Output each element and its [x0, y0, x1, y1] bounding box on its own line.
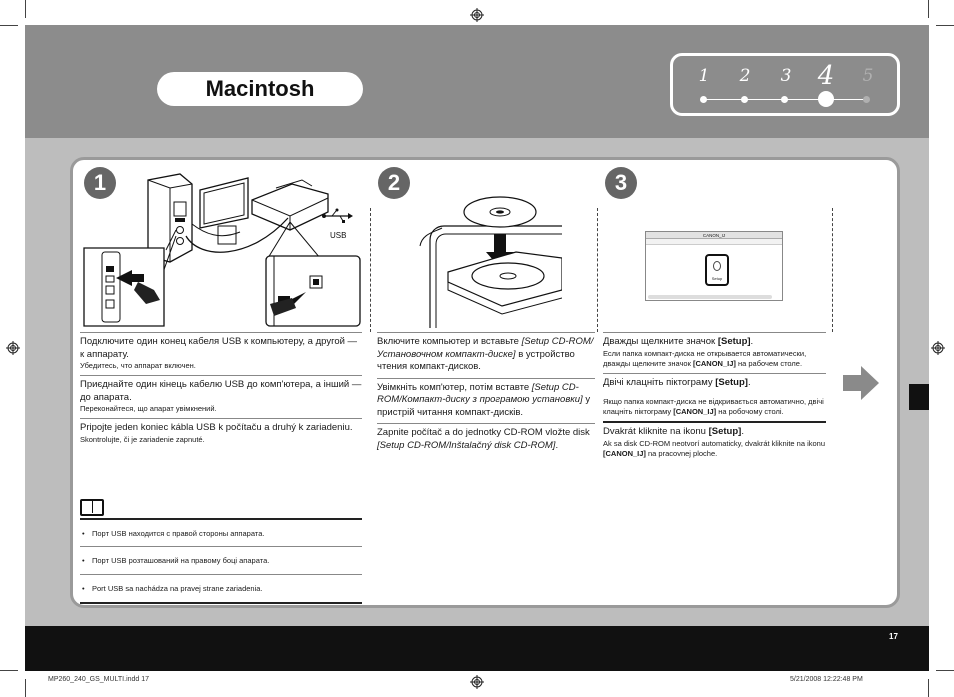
- step-1-ru-main: Подключите один конец кабеля USB к компьютеру, а другой — к аппарату.: [80, 336, 358, 360]
- setup-cdrom-sk: [Setup CD-ROM/Inštalačný disk CD-ROM]: [377, 439, 556, 451]
- step-2-sk: Zapnite počítač a do jednotky CD-ROM vložte disk [Setup CD-ROM/Inštalačný disk CD-ROM].: [377, 423, 595, 456]
- step-3-ru: Дважды щелкните значок [Setup]. Если папка компакт-диска не открывается автоматически, дважды щелкните значок [CANON_IJ] на рабочем столе.: [603, 332, 826, 373]
- crop-mark: [936, 670, 954, 671]
- step-1-uk-sub: Переконайтеся, що апарат увімкнений.: [80, 404, 217, 413]
- column-divider: [597, 208, 598, 332]
- monitor-icon: [200, 178, 248, 244]
- section-tab: [909, 384, 929, 410]
- note-item: • Порт USB находится с правой стороны аппарата.: [80, 518, 362, 546]
- crop-mark: [0, 25, 18, 26]
- usb-connection-illustration: [80, 170, 364, 330]
- crop-mark: [25, 0, 26, 18]
- step-1-sk-main: Pripojte jeden koniec kábla USB k počítaču a druhý k zariadeniu.: [80, 422, 353, 433]
- printer-port-closeup: [266, 256, 360, 326]
- file-info: MP260_240_GS_MULTI.indd 17: [48, 676, 150, 683]
- registration-mark-icon: [470, 675, 484, 689]
- crop-mark: [928, 0, 929, 18]
- finder-toolbar: [646, 239, 782, 245]
- step-3-sk: Dvakrát kliknite na ikonu [Setup]. Ak sa disk CD-ROM neotvorí automaticky, dvakrát kliknite na ikonu [CANON_IJ] na pracovnej ploche.: [603, 421, 826, 463]
- step-1-ru: [80, 332, 362, 375]
- notes-list: [80, 518, 362, 604]
- print-date: 5/21/2008 12:22:48 PM: [790, 676, 863, 683]
- step-1-dot: [700, 96, 707, 103]
- page-number: 17: [889, 632, 898, 641]
- step-4-label: 4: [817, 61, 835, 91]
- registration-mark-icon: [6, 341, 20, 355]
- registration-mark-icon: [470, 8, 484, 22]
- crop-mark: [0, 670, 18, 671]
- step-1-ru-sub: Убедитесь, что аппарат включен.: [80, 361, 196, 370]
- step-1-number: 1: [84, 167, 116, 199]
- setup-cdrom-ru: [Setup CD-ROM/Установочном компакт-диске]: [377, 336, 594, 360]
- crop-mark: [928, 679, 929, 697]
- column-divider: [370, 208, 371, 332]
- step-2-dot: [741, 96, 748, 103]
- crop-mark: [25, 679, 26, 697]
- computer-port-closeup: [84, 248, 164, 326]
- setup-icon-label: Setup: [711, 276, 723, 281]
- note-item: • Port USB sa nachádza na pravej strane zariadenia.: [80, 574, 362, 602]
- step-2-number: 2: [378, 167, 410, 199]
- step-1-uk: [80, 375, 362, 418]
- step-5-label: 5: [862, 66, 874, 86]
- step-3-label: 3: [780, 66, 792, 86]
- step-3-number: 3: [605, 167, 637, 199]
- next-page-arrow-icon[interactable]: [841, 365, 881, 401]
- cd-tray-icon: [448, 252, 562, 314]
- setup-cdrom-uk: [Setup CD-ROM/Компакт-диску з програмою установки]: [377, 381, 583, 405]
- step-1-uk-main: Приєднайте один кінець кабелю USB до комп'ютера, а інший — до апарата.: [80, 379, 362, 403]
- finder-window: [645, 231, 783, 301]
- usb-label: USB: [330, 231, 347, 240]
- note-item: • Порт USB розташований на правому боці апарата.: [80, 546, 362, 574]
- step-4-dot: [818, 91, 834, 107]
- step-3-dot: [781, 96, 788, 103]
- note-icon: [80, 499, 104, 516]
- step-1-sk: [80, 418, 362, 449]
- cd-disc-icon: [464, 197, 536, 227]
- setup-file-icon[interactable]: [705, 254, 729, 286]
- step-2-uk: Увімкніть комп'ютер, потім вставте [Setup CD-ROM/Компакт-диску з програмою установки] у пристрій читання компакт-дисків.: [377, 378, 595, 424]
- step-2-ru: Включите компьютер и вставьте [Setup CD-ROM/Установочном компакт-диске] в устройство чтения компакт-дисков.: [377, 332, 595, 378]
- finder-title-bar: CANON_IJ: [646, 232, 782, 239]
- step-indicator: [670, 53, 900, 116]
- step-5-dot: [863, 96, 870, 103]
- finder-scrollbar[interactable]: [648, 295, 772, 299]
- step-1-label: 1: [698, 66, 710, 86]
- step-2-label: 2: [739, 66, 751, 86]
- setup-icon: [713, 261, 721, 271]
- step-1-text: [80, 332, 362, 449]
- step-1-sk-sub: Skontrolujte, či je zariadenie zapnuté.: [80, 434, 205, 444]
- step-3-text: [603, 332, 826, 463]
- registration-mark-icon: [931, 341, 945, 355]
- page-title: Macintosh: [157, 72, 363, 106]
- step-2-text: [377, 332, 595, 456]
- notes-end-rule: [80, 602, 362, 604]
- cd-insert-illustration: [412, 182, 562, 328]
- step-3-uk: Двічі клацніть піктограму [Setup]. Якщо папка компакт-диска не відкривається автоматично, двічі клацніть піктограму [CANON_IJ] на робочому столі.: [603, 373, 826, 422]
- column-divider: [832, 208, 833, 332]
- crop-mark: [936, 25, 954, 26]
- footer-band: [25, 626, 929, 671]
